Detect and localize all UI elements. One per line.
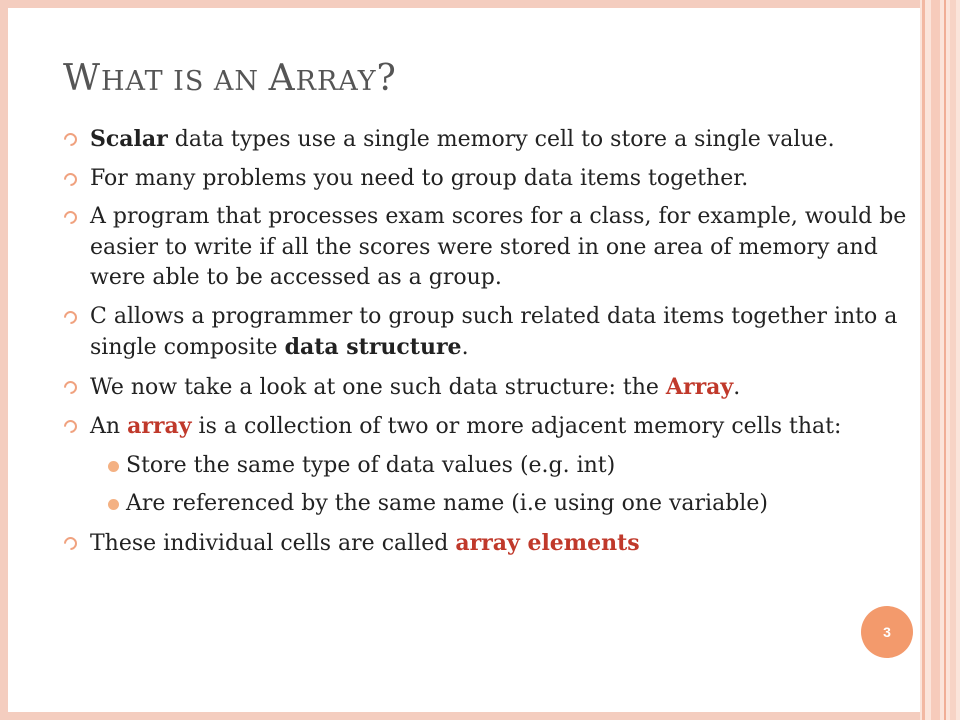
bullet-text: For many problems you need to group data items together. <box>90 165 749 191</box>
page-number-badge <box>861 606 913 658</box>
bullet-bold-text: data structure <box>284 334 462 360</box>
sub-bullet-dot-icon <box>108 461 119 472</box>
slide-frame-top <box>0 0 960 8</box>
title-part: A <box>268 58 296 99</box>
sub-bullet-text: Are referenced by the same name (i.e using one variable) <box>126 491 768 516</box>
bullet-text: A program that processes exam scores for a class, for example, would be easier to write if all the scores were stored in one area of memory and were able to be accessed as a group. <box>90 204 907 290</box>
bullet-text: These individual cells are called <box>90 530 456 556</box>
bullet-marker-icon <box>61 130 79 148</box>
sub-bullet-text: Store the same type of data values (e.g. int) <box>126 452 616 478</box>
bullet-bold-text: Scalar <box>90 126 168 152</box>
bullet-item <box>64 164 914 195</box>
bullet-marker-icon <box>61 534 79 552</box>
bullet-item <box>64 411 914 443</box>
title-part: HAT IS AN <box>101 66 269 97</box>
title-part: RRAY <box>295 66 377 97</box>
sub-bullet-dot-icon <box>108 499 119 510</box>
bullet-marker-icon <box>61 378 79 396</box>
bullet-highlight-text: array <box>127 413 192 439</box>
bullet-item <box>64 124 914 156</box>
sub-bullet-item <box>64 489 914 520</box>
bullet-item <box>64 302 914 364</box>
bullet-text: C allows a programmer to group such related data items together into a single composite <box>90 303 898 360</box>
bullet-marker-icon <box>61 170 79 188</box>
sub-bullet-item <box>64 451 914 482</box>
page-number: 3 <box>883 624 891 640</box>
decorative-stripe <box>944 0 946 720</box>
bullet-text: . <box>733 374 741 400</box>
decorative-stripe <box>922 0 925 720</box>
bullet-item <box>64 202 914 294</box>
bullet-marker-icon <box>61 417 79 435</box>
bullet-text: is a collection of two or more adjacent memory cells that: <box>191 414 842 439</box>
title-part: ? <box>376 58 397 99</box>
bullet-item <box>64 528 914 560</box>
slide-body <box>64 124 914 567</box>
slide-frame-bottom <box>0 712 960 720</box>
bullet-text: data types use a single memory cell to store a single value. <box>167 127 835 152</box>
bullet-text: We now take a look at one such data structure: the <box>90 374 666 400</box>
bullet-text: An <box>90 414 128 439</box>
title-part: W <box>63 58 102 99</box>
bullet-text: . <box>461 335 469 360</box>
bullet-marker-icon <box>61 308 79 326</box>
slide-frame-left <box>0 0 8 720</box>
bullet-marker-icon <box>61 208 79 226</box>
decorative-stripe <box>950 0 956 720</box>
bullet-highlight-text: array elements <box>455 529 640 556</box>
slide-title <box>63 58 397 99</box>
decorative-stripe <box>931 0 940 720</box>
bullet-item <box>64 372 914 404</box>
bullet-highlight-text: Array <box>665 373 734 400</box>
